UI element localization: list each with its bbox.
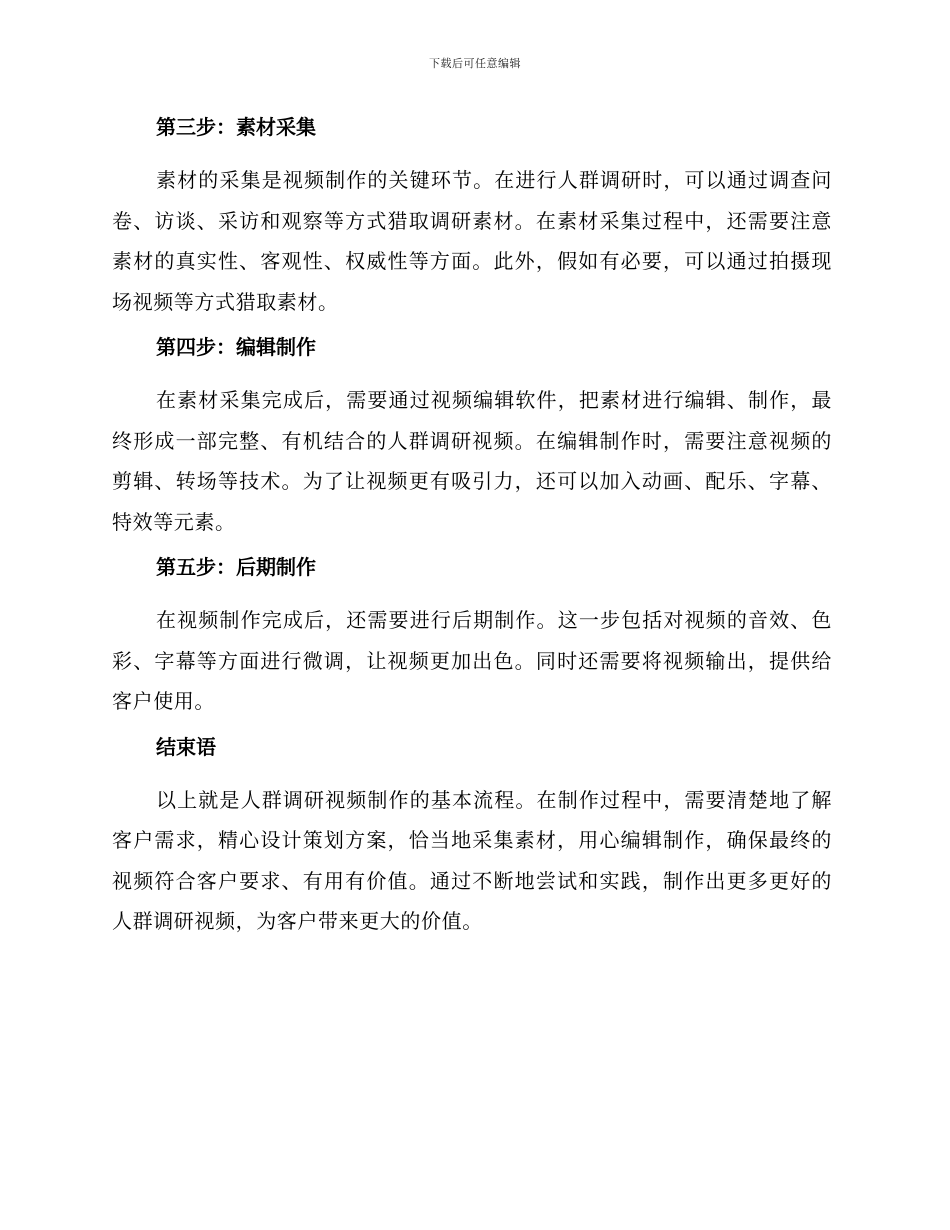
section-step-four xyxy=(112,332,832,542)
section-step-five xyxy=(112,552,832,722)
section-conclusion xyxy=(112,732,832,942)
section-paragraph: 素材的采集是视频制作的关键环节。在进行人群调研时，可以通过调查问卷、访谈、采访和观察等方式猎取调研素材。在素材采集过程中，还需要注意素材的真实性、客观性、权威性等方面。此外，假如有必要，可以通过拍摄现场视频等方式猎取素材。 xyxy=(112,168,832,314)
document-body xyxy=(112,112,832,952)
section-heading: 第四步：编辑制作 xyxy=(156,335,316,359)
section-heading: 第三步：素材采集 xyxy=(156,115,316,139)
section-paragraph: 在视频制作完成后，还需要进行后期制作。这一步包括对视频的音效、色彩、字幕等方面进行微调，让视频更加出色。同时还需要将视频输出，提供给客户使用。 xyxy=(112,608,832,713)
section-step-three xyxy=(112,112,832,322)
section-paragraph: 在素材采集完成后，需要通过视频编辑软件，把素材进行编辑、制作，最终形成一部完整、有机结合的人群调研视频。在编辑制作时，需要注意视频的剪辑、转场等技术。为了让视频更有吸引力，还可以加入动画、配乐、字幕、特效等元素。 xyxy=(112,388,832,534)
section-paragraph: 以上就是人群调研视频制作的基本流程。在制作过程中，需要清楚地了解客户需求，精心设计策划方案，恰当地采集素材，用心编辑制作，确保最终的视频符合客户要求、有用有价值。通过不断地尝试和实践，制作出更多更好的人群调研视频，为客户带来更大的价值。 xyxy=(112,787,832,933)
section-heading: 第五步：后期制作 xyxy=(156,555,316,579)
page-header: 下载后可任意编辑 xyxy=(429,57,521,70)
section-heading: 结束语 xyxy=(156,734,216,759)
